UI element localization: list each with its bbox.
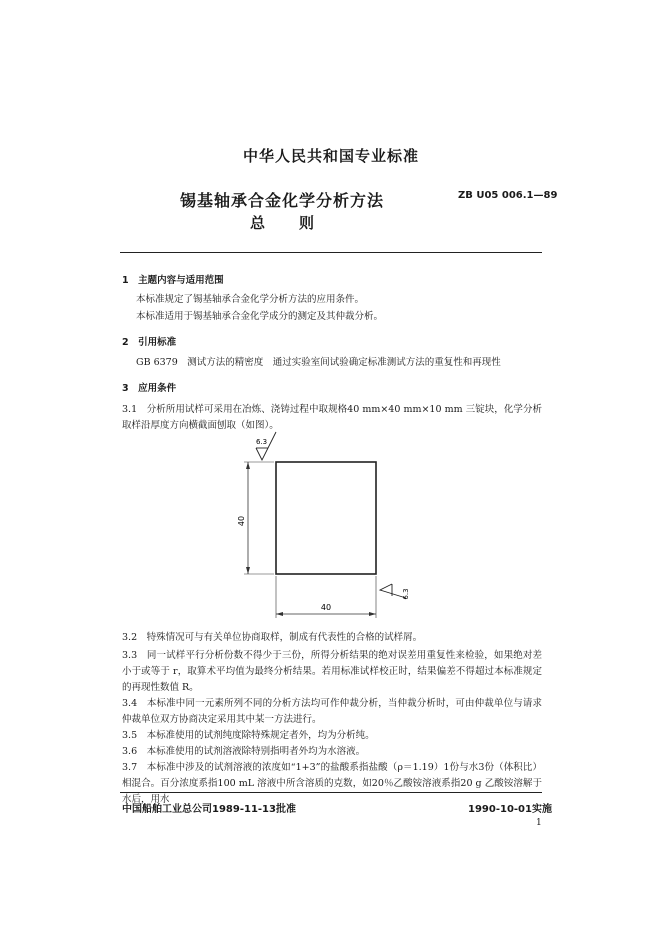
clause-3-1: 3.1 分析所用试样可采用在冶炼、浇铸过程中取规格40 mm×40 mm×10 mm 三锭块，化学分析取样沿厚度方向横截面刨取（如图）。 — [122, 404, 542, 431]
section-1-paragraph-2: 本标准适用于锡基轴承合金化学成分的测定及其仲裁分析。 — [136, 311, 384, 322]
height-dimension-label: 40 — [237, 515, 246, 527]
height-arrow-top — [246, 462, 250, 469]
specimen-figure — [200, 428, 440, 618]
height-arrow-bottom — [246, 567, 250, 574]
section-2-heading: 2 引用标准 — [122, 337, 177, 348]
clause-3-3: 3.3 同一试样平行分析份数不得少于三份，所得分析结果的绝对误差用重复性来检验，如果绝对差小于或等于 r，取算术平均值为最终分析结果。若用标准试样校正时，结果偏差不得超过本标准规定的再现性数值 R。 — [122, 650, 542, 693]
standard-code: ZB U05 006.1—89 — [458, 190, 558, 201]
clause-3-7: 3.7 本标准中涉及的试剂溶液的浓度如“1+3”的盐酸系指盐酸（ρ＝1.19）1份与水3份（体积比）相混合。百分浓度系指100 mL 溶液中所含溶质的克数，如20％乙酸铵溶液系指20 g 乙酸铵溶解于水后，用水 — [122, 762, 542, 805]
implementation-date: 1990-10-01实施 — [468, 804, 552, 815]
document-subtitle: 总则 — [250, 214, 349, 232]
approval-date: 中国船舶工业总公司1989-11-13批准 — [122, 804, 296, 815]
normative-reference: GB 6379 测试方法的精密度 通过实验室间试验确定标准测试方法的重复性和再现性 — [136, 357, 501, 368]
section-1-heading: 1 主题内容与适用范围 — [122, 275, 224, 286]
page-number: 1 — [536, 818, 542, 828]
clause-3-6: 3.6 本标准使用的试剂溶液除特别指明者外均为水溶液。 — [122, 746, 366, 757]
roughness-value-right: 6.3 — [402, 588, 410, 600]
width-arrow-right — [369, 612, 376, 616]
document-title: 锡基轴承合金化学分析方法 — [180, 191, 385, 210]
clause-3-2: 3.2 特殊情况可与有关单位协商取样，制成有代表性的合格的试样屑。 — [122, 632, 423, 643]
roughness-symbol-top — [256, 432, 276, 460]
footer-divider — [120, 792, 542, 793]
width-dimension-label: 40 — [320, 603, 332, 612]
standard-category-heading: 中华人民共和国专业标准 — [242, 147, 419, 165]
roughness-value-top: 6.3 — [256, 438, 268, 446]
specimen-square — [276, 462, 376, 574]
clause-3-4: 3.4 本标准中同一元素所列不同的分析方法均可作仲裁分析，当仲裁分析时，可由仲裁单位与请求仲裁单位双方协商决定采用其中某一方法进行。 — [122, 698, 542, 725]
width-arrow-left — [276, 612, 283, 616]
clause-3-5: 3.5 本标准使用的试剂纯度除特殊规定者外，均为分析纯。 — [122, 730, 375, 741]
section-3-heading: 3 应用条件 — [122, 383, 177, 394]
header-divider — [120, 252, 542, 253]
section-1-paragraph-1: 本标准规定了锡基轴承合金化学分析方法的应用条件。 — [136, 294, 365, 305]
